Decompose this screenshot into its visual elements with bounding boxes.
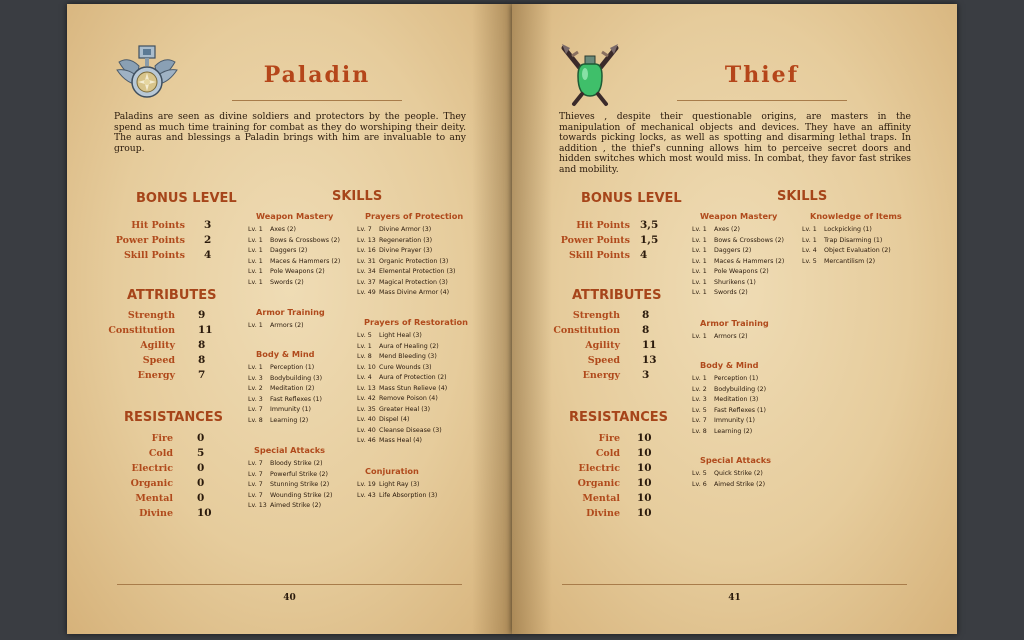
skill-level: Lv. 40 (357, 426, 376, 434)
skill-level: Lv. 5 (802, 257, 817, 265)
skill-name: Light Ray (3) (379, 481, 420, 488)
skill-level: Lv. 2 (248, 385, 263, 392)
skill-name: Cleanse Disease (3) (379, 426, 442, 434)
skill-row (357, 332, 422, 339)
skill-group-title: Armor Training (256, 307, 325, 317)
skill-level: Lv. 1 (248, 322, 263, 329)
skill-level: Lv. 40 (357, 416, 376, 423)
stat-value: 10 (637, 447, 652, 459)
right-page (512, 4, 957, 634)
class-title: Paladin (263, 62, 371, 88)
skill-level: Lv. 7 (692, 417, 707, 424)
skill-name: Bodybuilding (3) (270, 374, 323, 382)
skill-row (248, 279, 304, 286)
skill-name: Mend Bleeding (3) (379, 353, 437, 360)
skill-row (248, 406, 311, 413)
footer-divider (562, 584, 907, 585)
stat-value: 5 (197, 447, 205, 459)
stat-value: 3 (204, 219, 212, 231)
skill-name: Mass Stun Relieve (4) (379, 384, 448, 392)
skill-level: Lv. 13 (248, 502, 267, 509)
skill-name: Perception (1) (714, 375, 759, 382)
skill-row (357, 343, 439, 350)
stat-value: 0 (197, 462, 205, 474)
skills-heading: SKILLS (777, 189, 828, 204)
stat-label: Divine (139, 508, 173, 519)
skill-row (357, 481, 419, 488)
stat-label: Agility (585, 340, 620, 351)
skill-row (357, 416, 409, 423)
skill-name: Fast Reflexes (1) (270, 395, 322, 403)
skill-name: Pole Weapons (2) (270, 268, 325, 275)
skill-name: Divine Prayer (3) (379, 247, 433, 254)
skill-row (357, 364, 432, 371)
skill-row (802, 237, 882, 244)
page-number: 40 (283, 593, 296, 603)
skill-level: Lv. 1 (802, 236, 817, 244)
skill-name: Fast Reflexes (1) (714, 406, 766, 414)
skill-name: Greater Heal (3) (379, 405, 431, 413)
skill-name: Swords (2) (270, 278, 304, 286)
skill-group-title: Armor Training (700, 318, 769, 328)
class-description: Paladins are seen as divine soldiers and protectors by the people. They spend as much time training for combat as they do worshiping their deity. The auras and blessings a Paladin brings with him are invaluable to any group. (114, 111, 466, 154)
skill-row (248, 226, 296, 233)
skill-level: Lv. 7 (248, 491, 263, 499)
skill-level: Lv. 1 (802, 226, 817, 233)
skill-level: Lv. 1 (692, 289, 707, 296)
skill-name: Learning (2) (270, 416, 309, 424)
stat-label: Skill Points (123, 250, 185, 261)
skill-row (692, 386, 766, 393)
skill-name: Learning (2) (714, 427, 753, 435)
attributes-heading: ATTRIBUTES (127, 288, 217, 303)
attributes-heading: ATTRIBUTES (572, 288, 662, 303)
skill-group-title: Body & Mind (700, 360, 759, 370)
skill-level: Lv. 1 (692, 278, 707, 286)
stat-label: Mental (582, 493, 620, 504)
skill-row (802, 258, 875, 265)
skill-row (692, 279, 756, 286)
skill-row (692, 375, 758, 382)
skill-group-title: Special Attacks (254, 445, 326, 455)
stat-label: Power Points (115, 235, 185, 246)
skill-level: Lv. 1 (248, 278, 263, 286)
skill-row (248, 396, 322, 403)
skill-level: Lv. 35 (357, 405, 376, 413)
stat-label: Hit Points (576, 220, 630, 231)
skill-level: Lv. 1 (692, 236, 707, 244)
skill-level: Lv. 5 (692, 406, 707, 414)
skill-row (248, 258, 340, 265)
skill-level: Lv. 7 (248, 406, 263, 413)
stat-value: 10 (197, 507, 212, 519)
stat-value: 10 (637, 477, 652, 489)
skill-level: Lv. 19 (357, 481, 376, 488)
skill-group-title: Conjuration (365, 466, 419, 476)
skill-row (692, 258, 784, 265)
stat-label: Agility (140, 340, 175, 351)
stat-label: Cold (148, 448, 173, 459)
skill-level: Lv. 1 (692, 333, 707, 340)
skill-level: Lv. 3 (248, 395, 263, 403)
skill-row (692, 226, 740, 233)
skill-name: Axes (2) (270, 226, 296, 233)
skill-name: Mercantilism (2) (824, 257, 876, 265)
skill-row (692, 481, 765, 488)
stat-label: Energy (582, 370, 620, 381)
stat-value: 3 (642, 369, 650, 381)
skill-row (248, 385, 314, 392)
skills-heading: SKILLS (332, 189, 383, 204)
stat-value: 0 (197, 492, 205, 504)
skill-name: Aimed Strike (2) (270, 502, 322, 509)
skill-name: Object Evaluation (2) (824, 247, 891, 254)
skill-name: Trap Disarming (1) (824, 236, 883, 244)
title-divider (677, 100, 847, 101)
skill-row (248, 364, 314, 371)
skill-level: Lv. 1 (248, 226, 263, 233)
skill-row (357, 226, 431, 233)
stat-label: Constitution (553, 325, 620, 336)
skill-group-title: Prayers of Restoration (364, 317, 469, 327)
skill-level: Lv. 1 (692, 268, 707, 275)
left-page (67, 4, 512, 634)
skill-row (248, 417, 308, 424)
stat-value: 0 (197, 432, 205, 444)
skill-name: Daggers (2) (270, 247, 308, 254)
skill-name: Quick Strike (2) (714, 470, 763, 477)
class-description: Thieves , despite their questionable origins, are masters in the manipulation of mechanical objects and devices. They have an affinity towards picking locks, as well as spotting and disarming lethal traps. In addition , the thief's cunning allows him to perceive secret doors and hidden switches which most would miss. In combat, they favor fast strikes and mobility. (559, 111, 911, 175)
skill-level: Lv. 4 (802, 247, 817, 254)
stat-value: 10 (637, 432, 652, 444)
skill-group-title: Prayers of Protection (365, 211, 464, 221)
skill-level: Lv. 3 (248, 374, 263, 382)
skill-group-title: Weapon Mastery (700, 211, 778, 221)
stat-label: Strength (572, 310, 620, 321)
stat-label: Speed (587, 355, 620, 366)
skill-level: Lv. 43 (357, 491, 376, 499)
skill-row (692, 289, 748, 296)
skill-name: Armors (2) (714, 333, 748, 340)
stat-label: Mental (135, 493, 173, 504)
stat-label: Electric (578, 463, 620, 474)
skill-name: Light Heal (3) (379, 332, 422, 339)
skill-row (357, 395, 438, 402)
skill-row (248, 375, 322, 382)
stat-value: 7 (198, 369, 206, 381)
stat-label: Organic (130, 478, 173, 489)
skill-name: Remove Poison (4) (379, 395, 438, 402)
resistances-heading: RESISTANCES (124, 410, 224, 425)
skill-row (248, 481, 329, 488)
skill-name: Wounding Strike (2) (270, 491, 333, 499)
skill-name: Perception (1) (270, 364, 315, 371)
skill-level: Lv. 1 (248, 247, 263, 254)
skill-name: Shurikens (1) (714, 278, 756, 286)
skill-row (802, 226, 872, 233)
skill-level: Lv. 49 (357, 289, 376, 296)
skill-level: Lv. 37 (357, 278, 376, 286)
skill-row (357, 247, 432, 254)
skill-level: Lv. 1 (692, 375, 707, 382)
stat-value: 10 (637, 507, 652, 519)
skill-row (692, 396, 758, 403)
skill-level: Lv. 4 (357, 374, 372, 381)
skill-level: Lv. 1 (248, 268, 263, 275)
skill-group-title: Knowledge of Items (810, 211, 902, 221)
skill-level: Lv. 34 (357, 268, 376, 275)
skill-level: Lv. 1 (248, 236, 263, 244)
stat-value: 10 (637, 492, 652, 504)
skill-level: Lv. 7 (248, 460, 263, 467)
skill-row (248, 268, 325, 275)
skill-row (357, 268, 455, 275)
skill-name: Lockpicking (1) (824, 226, 872, 233)
skill-level: Lv. 7 (248, 481, 263, 488)
resistances-heading: RESISTANCES (569, 410, 669, 425)
skill-level: Lv. 5 (692, 470, 707, 477)
skill-level: Lv. 1 (692, 226, 707, 233)
skill-level: Lv. 16 (357, 247, 376, 254)
skill-row (248, 492, 332, 499)
skill-level: Lv. 7 (248, 470, 263, 478)
skill-name: Immunity (1) (270, 406, 311, 413)
skill-name: Powerful Strike (2) (270, 470, 329, 478)
skill-name: Divine Armor (3) (379, 226, 432, 233)
skill-name: Dispel (4) (379, 416, 410, 423)
skill-name: Magical Protection (3) (379, 278, 448, 286)
skill-row (692, 333, 748, 340)
skill-level: Lv. 3 (692, 396, 707, 403)
skill-level: Lv. 8 (692, 427, 707, 435)
skill-row (248, 247, 307, 254)
stat-value: 11 (642, 339, 657, 351)
stat-value: 10 (637, 462, 652, 474)
skill-row (357, 385, 447, 392)
title-divider (232, 100, 402, 101)
skill-name: Swords (2) (714, 289, 748, 296)
skill-row (357, 406, 430, 413)
skill-name: Bodybuilding (2) (714, 385, 767, 393)
skill-row (248, 471, 328, 478)
skill-level: Lv. 2 (692, 385, 707, 393)
stat-label: Skill Points (568, 250, 630, 261)
skill-level: Lv. 42 (357, 395, 376, 402)
skill-row (357, 427, 442, 434)
skill-level: Lv. 8 (248, 416, 263, 424)
skill-name: Bloody Strike (2) (270, 460, 323, 467)
stat-value: 11 (198, 324, 213, 336)
skill-level: Lv. 7 (357, 226, 372, 233)
stat-value: 9 (198, 309, 206, 321)
skill-name: Elemental Protection (3) (379, 268, 456, 275)
stat-label: Organic (577, 478, 620, 489)
bonus-level-heading: BONUS LEVEL (136, 191, 237, 206)
skill-name: Immunity (1) (714, 417, 755, 424)
stat-label: Strength (127, 310, 175, 321)
skill-level: Lv. 31 (357, 257, 376, 265)
skill-group-title: Weapon Mastery (256, 211, 334, 221)
skill-row (248, 502, 321, 509)
skill-name: Life Absorption (3) (379, 491, 438, 499)
skill-row (357, 237, 432, 244)
skill-level: Lv. 46 (357, 437, 376, 444)
skill-level: Lv. 13 (357, 236, 376, 244)
skill-group-title: Body & Mind (256, 349, 315, 359)
skill-name: Organic Protection (3) (379, 257, 449, 265)
stat-label: Power Points (560, 235, 630, 246)
skill-level: Lv. 1 (248, 257, 263, 265)
page-number: 41 (728, 593, 741, 603)
skill-row (357, 279, 448, 286)
skill-row (692, 417, 755, 424)
skill-row (692, 470, 763, 477)
skill-row (692, 428, 752, 435)
skill-row (248, 322, 304, 329)
skill-name: Meditation (3) (714, 396, 759, 403)
stat-value: 1,5 (640, 234, 659, 246)
skill-row (357, 289, 449, 296)
skill-name: Aura of Healing (2) (379, 342, 439, 350)
skill-row (357, 258, 448, 265)
skill-level: Lv. 1 (357, 342, 372, 350)
skill-level: Lv. 6 (692, 480, 707, 488)
skill-row (248, 237, 340, 244)
stat-value: 0 (197, 477, 205, 489)
skill-name: Pole Weapons (2) (714, 268, 769, 275)
skill-level: Lv. 8 (357, 353, 372, 360)
stat-label: Divine (586, 508, 620, 519)
skill-row (357, 437, 422, 444)
stat-value: 4 (204, 249, 212, 261)
stat-value: 3,5 (640, 219, 659, 231)
skill-name: Axes (2) (714, 226, 740, 233)
stat-label: Fire (598, 433, 620, 444)
skill-row (692, 268, 769, 275)
skill-level: Lv. 1 (692, 257, 707, 265)
stat-value: 8 (642, 309, 650, 321)
stat-label: Speed (142, 355, 175, 366)
skill-name: Maces & Hammers (2) (270, 257, 341, 265)
paladin-emblem-icon (115, 42, 179, 108)
footer-divider (117, 584, 462, 585)
stat-value: 8 (198, 339, 206, 351)
skill-name: Aimed Strike (2) (714, 480, 766, 488)
skill-name: Armors (2) (270, 322, 304, 329)
stat-value: 8 (642, 324, 650, 336)
skill-name: Cure Wounds (3) (379, 363, 432, 371)
skill-name: Daggers (2) (714, 247, 752, 254)
stat-label: Hit Points (131, 220, 185, 231)
skill-name: Regeneration (3) (379, 236, 433, 244)
stat-value: 8 (198, 354, 206, 366)
skill-name: Meditation (2) (270, 385, 315, 392)
stat-label: Cold (595, 448, 620, 459)
stat-label: Constitution (108, 325, 175, 336)
skill-row (357, 374, 447, 381)
skill-name: Bows & Crossbows (2) (270, 236, 340, 244)
skill-name: Maces & Hammers (2) (714, 257, 785, 265)
skill-level: Lv. 1 (692, 247, 707, 254)
skill-row (692, 247, 751, 254)
skill-level: Lv. 13 (357, 384, 376, 392)
stat-label: Energy (137, 370, 175, 381)
stat-label: Fire (151, 433, 173, 444)
skill-row (357, 353, 437, 360)
skill-name: Stunning Strike (2) (270, 481, 330, 488)
skill-name: Aura of Protection (2) (379, 374, 447, 381)
skill-row (802, 247, 891, 254)
stat-value: 4 (640, 249, 648, 261)
skill-row (692, 407, 766, 414)
skill-level: Lv. 1 (248, 364, 263, 371)
skill-row (692, 237, 784, 244)
stat-value: 13 (642, 354, 657, 366)
skill-name: Mass Heal (4) (379, 437, 422, 444)
class-title: Thief (724, 62, 800, 88)
thief-emblem-icon (558, 42, 622, 108)
skill-group-title: Special Attacks (700, 455, 772, 465)
skill-name: Mass Divine Armor (4) (379, 289, 450, 296)
stat-value: 2 (204, 234, 212, 246)
bonus-level-heading: BONUS LEVEL (581, 191, 682, 206)
skill-level: Lv. 5 (357, 332, 372, 339)
skill-level: Lv. 10 (357, 363, 376, 371)
skill-row (248, 460, 323, 467)
skill-name: Bows & Crossbows (2) (714, 236, 784, 244)
stat-label: Electric (131, 463, 173, 474)
skill-row (357, 492, 437, 499)
